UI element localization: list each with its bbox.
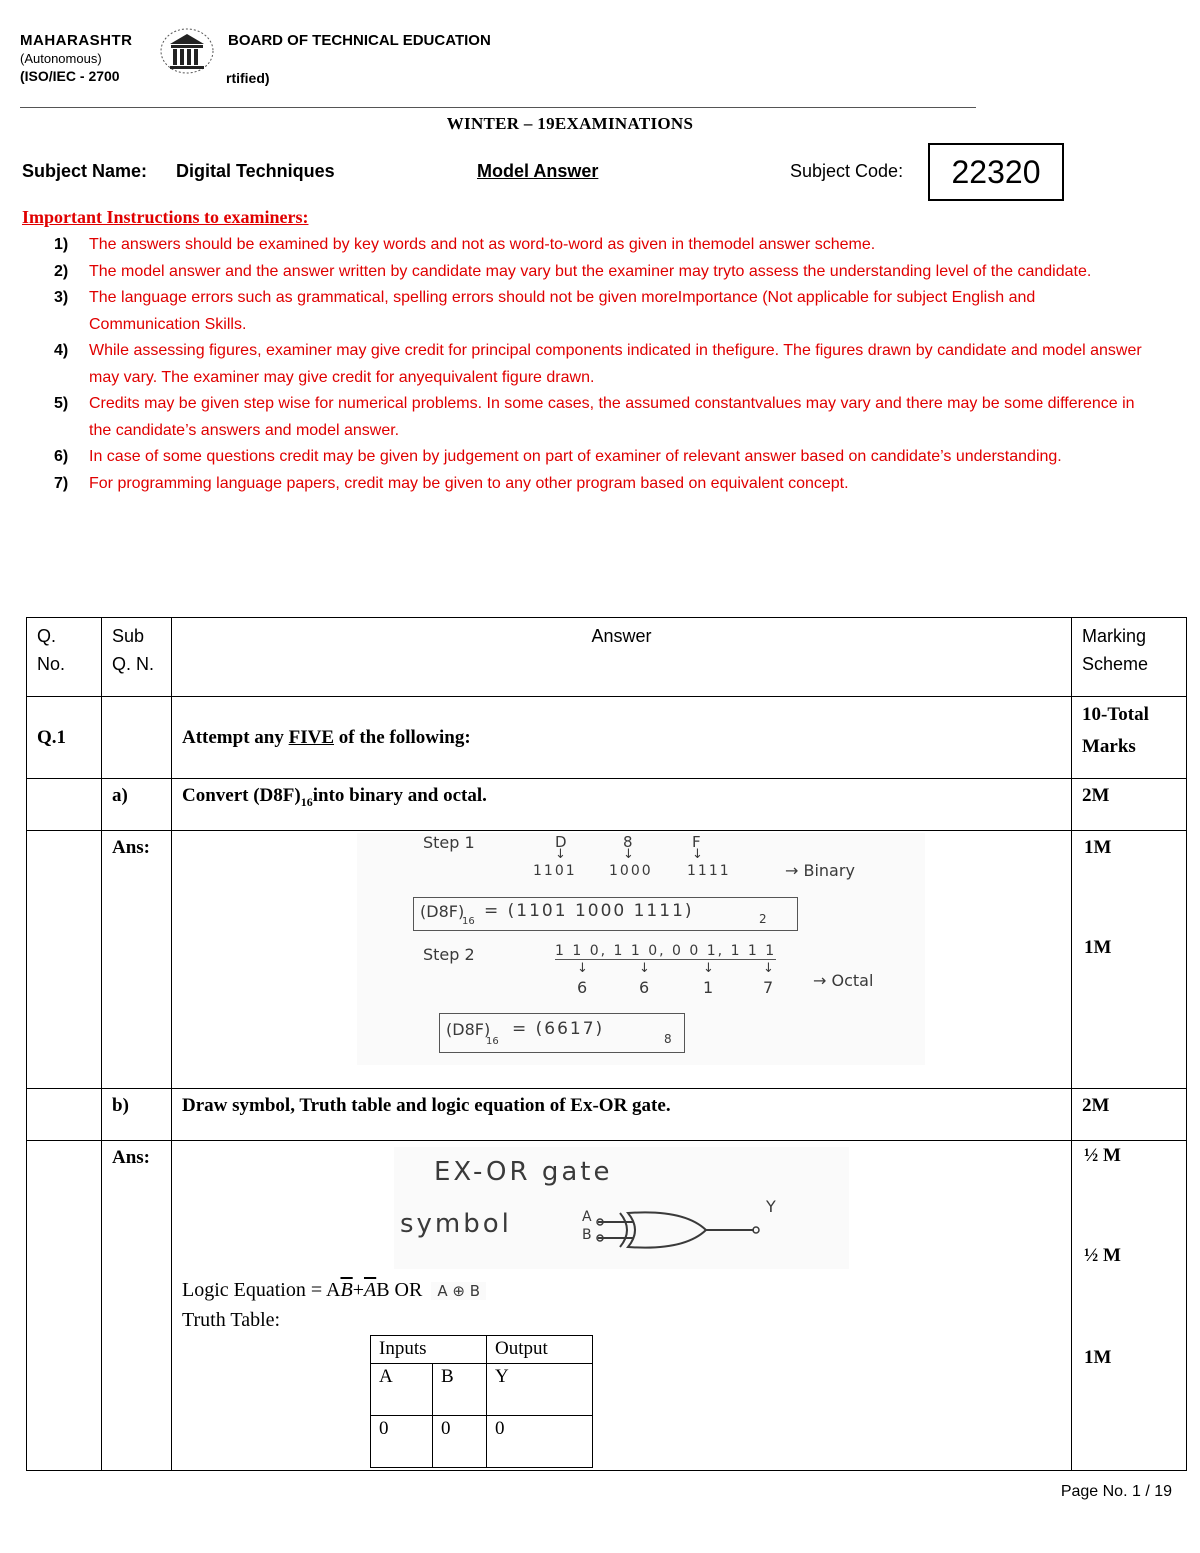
handwritten-exor-figure: EX-OR gate symbol A B Y [394,1147,849,1269]
tt-output-header: Output [487,1336,593,1364]
binary-result-box: (D8F) 16 = (1101 1000 1111) 2 [413,897,798,931]
q1-marks: 10-Total Marks [1072,697,1187,779]
table-header-row [27,618,1187,697]
tt-col-y: Y [487,1364,593,1416]
table-row-qb-answer [27,1141,1187,1471]
qa-ans-label: Ans: [102,831,172,1089]
tt-row: 0 0 0 [371,1416,593,1468]
subject-code-value: 22320 [928,143,1064,201]
subject-code-label: Subject Code: [790,161,904,181]
subject-name-value: Digital Techniques [176,161,335,181]
qa-question: Convert $(D8F)_{16}into$ binary and octal. [172,779,1072,831]
org-certified: rtified) [226,70,270,86]
board-logo-icon [158,26,216,76]
handwritten-conversion-figure: Step 1 D 8 F ↓ ↓ ↓ 1101 1000 1111 → Binary (D8F) 16 = (1101 1000 1111) 2 Step 2 1 1 0, 1 1 0, 0 0 1, 1 1 1 ↓ ↓ ↓ ↓ 6 6 1 7 → Octal (D8F) 16 = (6617) 8 [357,833,925,1065]
header-q-no: Q. No. [27,618,102,697]
qb-ans-q-empty [27,1141,102,1471]
table-row-qa-answer [27,831,1187,1089]
instruction-item: 5) Credits may be given step wise for numerical problems. In some cases, the assumed constantvalues may vary and there may be some difference in the candidate’s answers and model answer. [54,395,1135,439]
header-divider [20,107,976,108]
org-name: MAHARASHTR [20,32,133,49]
header-answer: Answer [172,618,1072,697]
subject-name-label: Subject Name: [22,161,148,181]
qb-ans-label: Ans: [102,1141,172,1471]
model-answer-label: Model Answer [477,161,599,181]
q1-sub-empty [102,697,172,779]
instruction-item: 6) In case of some questions credit may be given by judgement on part of examiner of relevant answer based on candidate’s understanding. [54,448,1062,465]
org-header-left [20,32,133,84]
qa-marks: 2M [1072,779,1187,831]
octal-result-box: (D8F) 16 = (6617) 8 [439,1013,685,1053]
qa-sub: a) [102,779,172,831]
tt-subheader-row [371,1364,593,1416]
instruction-item: 7) For programming language papers, credit may be given to any other program based on equivalent concept. [54,474,849,492]
logic-equation: Logic Equation = $A\overline{B}+\overline{A}B$ OR A ⊕ B [182,1279,486,1302]
qa-q-empty [27,779,102,831]
org-autonomous: (Autonomous) [20,51,102,66]
instructions-title: Important Instructions to examiners: [22,207,309,227]
qa-ans-q-empty [27,831,102,1089]
qb-sub: b) [102,1089,172,1141]
table-row-qb [27,1089,1187,1141]
exor-truth-table [370,1335,593,1468]
qb-question: Draw symbol, Truth table and logic equation of Ex-OR gate. [172,1089,1072,1141]
answer-table [26,617,1187,1471]
instruction-item: 1) The answers should be examined by key words and not as word-to-word as given in themodel answer scheme. [54,236,876,253]
instruction-item: 2) The model answer and the answer written by candidate may vary but the examiner may tryto assess the understanding level of the candidate. [54,262,1092,280]
instruction-item: 4) While assessing figures, examiner may give credit for principal components indicated in thefigure. The figures drawn by candidate and model answer may vary. The examiner may give credit for anyequivalent figure drawn. [54,342,1142,386]
exor-gate-symbol-icon [594,1205,774,1255]
tt-inputs-header: Inputs [371,1336,487,1364]
q1-number: Q.1 [27,697,102,779]
qb-marks: 2M [1072,1089,1187,1141]
qb-answer-content [172,1141,1072,1471]
instructions-list [22,232,1142,497]
tt-col-b: B [433,1364,487,1416]
org-board-name: BOARD OF TECHNICAL EDUCATION [228,32,491,49]
instruction-item: 3) The language errors such as grammatical, spelling errors should not be given moreImportance (Not applicable for subject English and Communication Skills. [54,289,1036,333]
tt-col-a: A [371,1364,433,1416]
exam-title: WINTER – 19EXAMINATIONS [446,114,694,133]
q1-instruction: Attempt any FIVE of the following: [172,697,1072,779]
header-sub-q: Sub Q. N. [102,618,172,697]
table-row-q1 [27,697,1187,779]
qb-q-empty [27,1089,102,1141]
page-number: Page No. 1 / 19 [1060,1483,1172,1500]
qa-answer-marks: 1M 1M [1072,831,1187,1089]
qa-answer-content [172,831,1072,1089]
truth-table-label: Truth Table: [182,1309,281,1331]
qb-answer-marks: ½ M ½ M 1M [1072,1141,1187,1471]
table-row-qa [27,779,1187,831]
tt-header-row [371,1336,593,1364]
org-iso: (ISO/IEC - 2700 [20,68,120,84]
handwritten-xor-expression: A ⊕ B [431,1282,486,1300]
header-marking-scheme: Marking Scheme [1072,618,1187,697]
